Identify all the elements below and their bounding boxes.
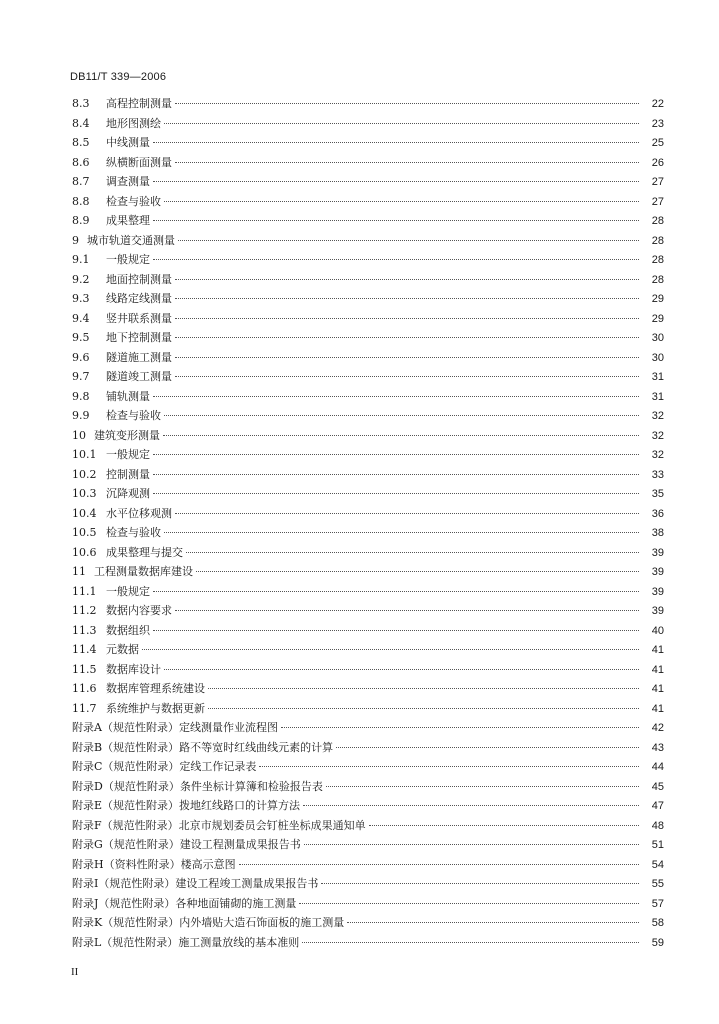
dot-leader — [208, 708, 639, 709]
toc-entry-number: 附录J（规范性附录） — [72, 896, 176, 910]
toc-entry-number: 8.7 — [72, 175, 90, 188]
toc-entry-title: 高程控制测量 — [106, 97, 172, 110]
toc-entry-page: 28 — [651, 254, 664, 266]
dot-leader — [142, 649, 639, 650]
toc-entry-page: 41 — [651, 702, 664, 715]
toc-entry-number: 11.4 — [72, 643, 97, 656]
toc-entry-number: 10.4 — [72, 506, 97, 520]
toc-entry-title: 检查与验收 — [106, 526, 161, 539]
toc-entry-number: 10.3 — [72, 487, 97, 500]
toc-entry-number: 11.5 — [72, 662, 97, 676]
toc-entry[interactable] — [72, 855, 664, 875]
toc-entry-page: 45 — [651, 780, 664, 793]
dot-leader — [153, 259, 639, 260]
dot-leader — [196, 571, 639, 572]
toc-entry[interactable] — [72, 367, 664, 387]
toc-entry-page: 59 — [651, 936, 664, 949]
toc-entry-page: 39 — [651, 585, 664, 598]
dot-leader — [175, 376, 639, 377]
toc-entry-page: 36 — [651, 507, 664, 520]
toc-entry-title: 一般规定 — [106, 448, 150, 461]
toc-entry-page: 31 — [651, 390, 664, 403]
toc-entry-title: 成果整理与提交 — [106, 545, 183, 559]
toc-entry[interactable] — [72, 192, 664, 212]
toc-entry-number: 10 — [72, 428, 86, 442]
dot-leader — [164, 415, 639, 416]
dot-leader — [164, 669, 639, 670]
dot-leader — [175, 318, 639, 319]
dot-leader — [304, 844, 639, 845]
toc-entry-page: 29 — [651, 312, 664, 325]
toc-entry-page: 31 — [651, 371, 664, 383]
dot-leader — [175, 357, 639, 358]
toc-entry-page: 32 — [651, 449, 664, 461]
toc-entry-title: 路不等宽时红线曲线元素的计算 — [179, 740, 334, 754]
toc-entry-number: 附录G（规范性附录） — [72, 838, 180, 851]
toc-entry-page: 38 — [651, 527, 664, 539]
toc-entry-page: 51 — [651, 839, 664, 851]
dot-leader — [153, 454, 639, 455]
toc-entry-title: 成果整理 — [106, 214, 150, 227]
toc-entry[interactable] — [72, 153, 664, 173]
toc-entry-page: 27 — [651, 176, 664, 188]
toc-entry-title: 隧道竣工测量 — [106, 370, 172, 383]
toc-entry-page: 30 — [651, 351, 664, 364]
toc-entry-number: 11.7 — [72, 701, 97, 715]
toc-entry[interactable] — [72, 484, 664, 504]
toc-entry[interactable] — [72, 582, 664, 602]
toc-entry-number: 附录F（规范性附录） — [72, 818, 179, 832]
toc-entry-number: 9.4 — [72, 311, 90, 325]
toc-entry[interactable] — [72, 231, 664, 251]
toc-entry-page: 41 — [651, 683, 664, 695]
toc-entry-title: 定线测量作业流程图 — [178, 721, 278, 734]
toc-entry-title: 中线测量 — [106, 136, 150, 149]
toc-entry[interactable] — [72, 172, 664, 192]
toc-entry[interactable] — [72, 621, 664, 641]
toc-entry[interactable] — [72, 445, 664, 465]
toc-entry-number: 附录K（规范性附录） — [72, 916, 180, 929]
toc-entry[interactable] — [72, 348, 664, 368]
dot-leader — [281, 727, 639, 728]
toc-entry-title: 系统维护与数据更新 — [106, 701, 205, 715]
toc-entry[interactable] — [72, 757, 664, 777]
toc-entry[interactable] — [72, 114, 664, 134]
toc-entry[interactable] — [72, 796, 664, 816]
dot-leader — [153, 396, 639, 397]
dot-leader — [326, 786, 639, 787]
dot-leader — [259, 766, 639, 767]
toc-entry-number: 8.9 — [72, 214, 90, 227]
dot-leader — [369, 825, 639, 826]
toc-entry-title: 定线工作记录表 — [179, 760, 257, 773]
toc-entry-title: 水平位移观测 — [106, 506, 172, 520]
toc-entry[interactable] — [72, 270, 664, 290]
toc-entry-number: 附录D（规范性附录） — [72, 779, 180, 793]
dot-leader — [175, 298, 639, 299]
dot-leader — [175, 513, 639, 514]
toc-entry[interactable] — [72, 562, 664, 582]
toc-entry-page: 41 — [651, 663, 664, 676]
toc-entry-title: 竖井联系测量 — [106, 311, 172, 325]
toc-entry-title: 线路定线测量 — [106, 292, 172, 305]
toc-entry-page: 32 — [651, 429, 664, 442]
toc-entry-page: 32 — [651, 410, 664, 422]
dot-leader — [153, 220, 639, 221]
toc-entry[interactable] — [72, 406, 664, 426]
toc-entry[interactable] — [72, 543, 664, 563]
toc-entry-number: 11.3 — [72, 623, 97, 637]
dot-leader — [186, 552, 639, 553]
toc-entry-title: 施工测量放线的基本准则 — [178, 935, 300, 949]
dot-leader — [153, 591, 639, 592]
toc-entry-title: 数据库设计 — [106, 662, 161, 676]
toc-entry-page: 28 — [651, 215, 664, 227]
toc-entry-number: 附录B（规范性附录） — [72, 740, 180, 754]
toc-entry[interactable] — [72, 504, 664, 524]
toc-entry-number: 8.3 — [72, 97, 90, 110]
toc-entry-title: 检查与验收 — [106, 409, 161, 422]
toc-entry-title: 数据库管理系统建设 — [106, 682, 205, 695]
toc-entry-number: 附录H（资料性附录） — [72, 857, 181, 871]
toc-entry-page: 35 — [651, 488, 664, 500]
toc-entry-page: 44 — [651, 761, 664, 773]
page-number-footer: II — [71, 966, 79, 978]
toc-entry-title: 北京市规划委员会钉桩坐标成果通知单 — [178, 818, 366, 832]
toc-entry-page: 57 — [651, 897, 664, 910]
dot-leader — [208, 688, 639, 689]
toc-entry[interactable] — [72, 835, 664, 855]
toc-entry[interactable] — [72, 426, 664, 446]
toc-entry-number: 8.6 — [72, 155, 90, 169]
toc-entry-title: 纵横断面测量 — [106, 155, 172, 169]
toc-entry[interactable] — [72, 777, 664, 797]
toc-entry-number: 10.1 — [72, 448, 97, 461]
dot-leader — [302, 942, 639, 943]
toc-entry-number: 附录E（规范性附录） — [72, 799, 180, 812]
toc-entry-title: 检查与验收 — [106, 194, 161, 208]
toc-entry-page: 39 — [651, 566, 664, 578]
dot-leader — [175, 103, 639, 104]
dot-leader — [153, 181, 639, 182]
toc-entry[interactable] — [72, 718, 664, 738]
dot-leader — [178, 240, 639, 241]
toc-entry[interactable] — [72, 309, 664, 329]
toc-entry-page: 39 — [651, 546, 664, 559]
toc-entry-title: 沉降观测 — [106, 487, 150, 500]
dot-leader — [153, 474, 639, 475]
toc-entry[interactable] — [72, 874, 664, 894]
toc-entry-title: 地形图测绘 — [106, 116, 161, 130]
toc-entry-title: 建筑变形测量 — [94, 428, 160, 442]
dot-leader — [347, 922, 639, 923]
toc-entry-number: 9 — [72, 233, 79, 247]
dot-leader — [175, 337, 639, 338]
toc-entry-title: 隧道施工测量 — [106, 350, 172, 364]
toc-entry[interactable] — [72, 738, 664, 758]
dot-leader — [163, 435, 639, 436]
toc-entry[interactable] — [72, 640, 664, 660]
toc-entry-number: 11.6 — [72, 682, 97, 695]
toc-entry-title: 工程测量数据库建设 — [94, 565, 193, 578]
toc-entry-page: 39 — [651, 605, 664, 617]
toc-entry[interactable] — [72, 387, 664, 407]
toc-entry[interactable] — [72, 289, 664, 309]
dot-leader — [153, 493, 639, 494]
dot-leader — [164, 201, 639, 202]
dot-leader — [336, 747, 639, 748]
toc-entry-number: 9.2 — [72, 272, 90, 286]
toc-entry-number: 9.8 — [72, 389, 90, 403]
standard-code-header: DB11/T 339—2006 — [70, 71, 167, 83]
dot-leader — [175, 279, 639, 280]
toc-entry[interactable] — [72, 133, 664, 153]
toc-entry[interactable] — [72, 660, 664, 680]
toc-entry-title: 地下控制测量 — [106, 331, 172, 344]
toc-entry-title: 拨地红线路口的计算方法 — [179, 799, 301, 812]
toc-entry-page: 58 — [651, 917, 664, 929]
toc-entry-title: 一般规定 — [106, 253, 150, 266]
toc-entry-title: 元数据 — [106, 643, 139, 656]
toc-entry[interactable] — [72, 816, 664, 836]
toc-entry-number: 附录I（规范性附录） — [72, 877, 176, 890]
toc-entry-number: 附录C（规范性附录） — [72, 760, 180, 773]
toc-entry-page: 26 — [651, 156, 664, 169]
toc-entry-title: 铺轨测量 — [106, 389, 150, 403]
toc-entry-page: 42 — [651, 722, 664, 734]
dot-leader — [175, 162, 639, 163]
toc-entry-number: 11.2 — [72, 604, 97, 617]
toc-entry[interactable] — [72, 250, 664, 270]
toc-entry-number: 9.9 — [72, 409, 90, 422]
toc-entry-page: 30 — [651, 332, 664, 344]
toc-entry-page: 40 — [651, 624, 664, 637]
toc-entry-number: 附录A（规范性附录） — [72, 721, 179, 734]
toc-entry-page: 33 — [651, 468, 664, 481]
toc-entry-number: 9.5 — [72, 331, 90, 344]
toc-entry-page: 54 — [651, 858, 664, 871]
toc-entry[interactable] — [72, 679, 664, 699]
toc-entry-page: 47 — [651, 800, 664, 812]
toc-entry-page: 41 — [651, 644, 664, 656]
toc-entry[interactable] — [72, 465, 664, 485]
toc-entry-title: 建设工程测量成果报告书 — [179, 838, 301, 851]
toc-entry-title: 建设工程竣工测量成果报告书 — [175, 877, 319, 890]
toc-entry-title: 地面控制测量 — [106, 272, 172, 286]
toc-entry[interactable] — [72, 328, 664, 348]
toc-entry-number: 11.1 — [72, 584, 97, 598]
toc-entry-number: 11 — [72, 565, 86, 578]
toc-entry[interactable] — [72, 913, 664, 933]
toc-entry-number: 9.7 — [72, 370, 90, 383]
dot-leader — [164, 123, 639, 124]
toc-entry-number: 9.3 — [72, 292, 90, 305]
toc-entry-title: 内外墙贴大造石饰面板的施工测量 — [179, 916, 345, 929]
toc-entry-title: 调查测量 — [106, 175, 150, 188]
dot-leader — [321, 883, 639, 884]
toc-entry[interactable] — [72, 933, 664, 953]
toc-entry-title: 数据组织 — [106, 623, 150, 637]
toc-entry-number: 附录L（规范性附录） — [72, 935, 179, 949]
toc-entry-page: 43 — [651, 741, 664, 754]
toc-entry-page: 55 — [651, 878, 664, 890]
dot-leader — [153, 142, 639, 143]
toc-entry-title: 控制测量 — [106, 467, 150, 481]
toc-entry-title: 楼高示意图 — [180, 857, 236, 871]
toc-entry-number: 9.6 — [72, 350, 90, 364]
toc-entry[interactable] — [72, 211, 664, 231]
toc-entry-number: 10.6 — [72, 545, 97, 559]
toc-entry-number: 10.2 — [72, 467, 97, 481]
toc-entry[interactable] — [72, 601, 664, 621]
dot-leader — [299, 903, 639, 904]
toc-entry-page: 27 — [651, 195, 664, 208]
toc-entry-page: 48 — [651, 819, 664, 832]
toc-entry[interactable] — [72, 523, 664, 543]
table-of-contents — [72, 94, 664, 952]
toc-entry-number: 8.4 — [72, 116, 90, 130]
toc-entry[interactable] — [72, 894, 664, 914]
toc-entry-number: 8.8 — [72, 194, 90, 208]
toc-entry-title: 各种地面铺砌的施工测量 — [175, 896, 297, 910]
toc-entry-title: 数据内容要求 — [106, 604, 172, 617]
toc-entry-number: 10.5 — [72, 526, 97, 539]
toc-entry-page: 23 — [651, 117, 664, 130]
toc-entry[interactable] — [72, 699, 664, 719]
toc-entry-number: 9.1 — [72, 253, 90, 266]
toc-entry-title: 城市轨道交通测量 — [87, 233, 175, 247]
toc-entry[interactable] — [72, 94, 664, 114]
toc-entry-title: 条件坐标计算簿和检验报告表 — [179, 779, 323, 793]
dot-leader — [164, 532, 639, 533]
toc-entry-page: 25 — [651, 137, 664, 149]
dot-leader — [303, 805, 639, 806]
toc-entry-page: 28 — [651, 234, 664, 247]
dot-leader — [175, 610, 639, 611]
toc-entry-page: 22 — [651, 98, 664, 110]
dot-leader — [153, 630, 639, 631]
toc-entry-title: 一般规定 — [106, 584, 150, 598]
toc-entry-page: 28 — [651, 273, 664, 286]
toc-entry-page: 29 — [651, 293, 664, 305]
toc-entry-number: 8.5 — [72, 136, 90, 149]
dot-leader — [239, 864, 639, 865]
